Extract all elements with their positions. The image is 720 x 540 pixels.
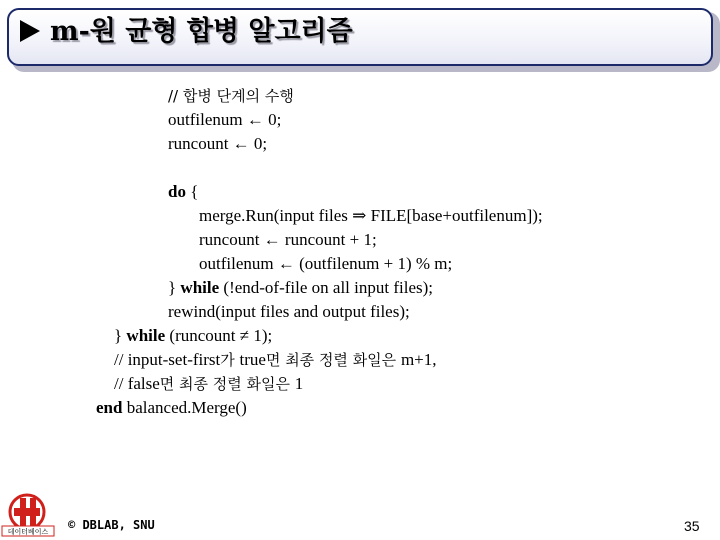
code-outfilenum-update: outfilenum ← (outfilenum + 1) % m;: [199, 254, 453, 273]
comment-part: m+1,: [400, 350, 437, 369]
copyright-footer: © DBLAB, SNU: [68, 518, 155, 532]
code-inner-while: [168, 276, 433, 300]
dblab-logo: [0, 490, 56, 540]
comment-part: 면 최종 정렬 화일은: [265, 351, 401, 369]
keyword-do: do: [168, 182, 186, 201]
code-comment-line1: [114, 348, 437, 372]
comment-part: // input-set-first: [114, 350, 221, 369]
while-condition: (runcount ≠ 1);: [165, 326, 273, 345]
code-comment-line2: [114, 372, 303, 396]
close-brace: }: [114, 326, 127, 345]
code-runcount-init: runcount ← 0;: [168, 134, 268, 153]
code-rewind: rewind(input files and output files);: [168, 302, 410, 321]
comment-part: // false: [114, 374, 160, 393]
code-end-line: [96, 396, 247, 420]
slide-title: m-원 균형 합병 알고리즘: [50, 16, 353, 47]
comment-part: 1: [294, 374, 304, 393]
close-brace: }: [168, 278, 181, 297]
function-name: balanced.Merge(): [122, 398, 247, 417]
open-brace: {: [185, 182, 199, 201]
keyword-while: while: [180, 278, 220, 297]
code-do-line: [168, 180, 198, 204]
code-comment-merge: [168, 84, 294, 108]
code-runcount-inc: runcount ← runcount + 1;: [199, 230, 377, 249]
svg-text:데이터베이스: 데이터베이스: [7, 528, 49, 536]
comment-text: // 합병 단계의 수행: [168, 87, 294, 105]
comment-part: 가: [220, 351, 240, 369]
triangle-bullet-icon: [20, 20, 40, 42]
code-merge-run: merge.Run(input files ⇒ FILE[base+outfilenum]);: [199, 206, 543, 225]
while-condition: (!end-of-file on all input files);: [219, 278, 434, 297]
keyword-while: while: [126, 326, 166, 345]
code-outfilenum-init: outfilenum ← 0;: [168, 110, 282, 129]
keyword-end: end: [96, 398, 123, 417]
comment-part: 면 최종 정렬 화일은: [159, 375, 295, 393]
page-number: 35: [684, 518, 700, 534]
comment-part: true: [239, 350, 266, 369]
code-outer-while: [114, 324, 272, 348]
